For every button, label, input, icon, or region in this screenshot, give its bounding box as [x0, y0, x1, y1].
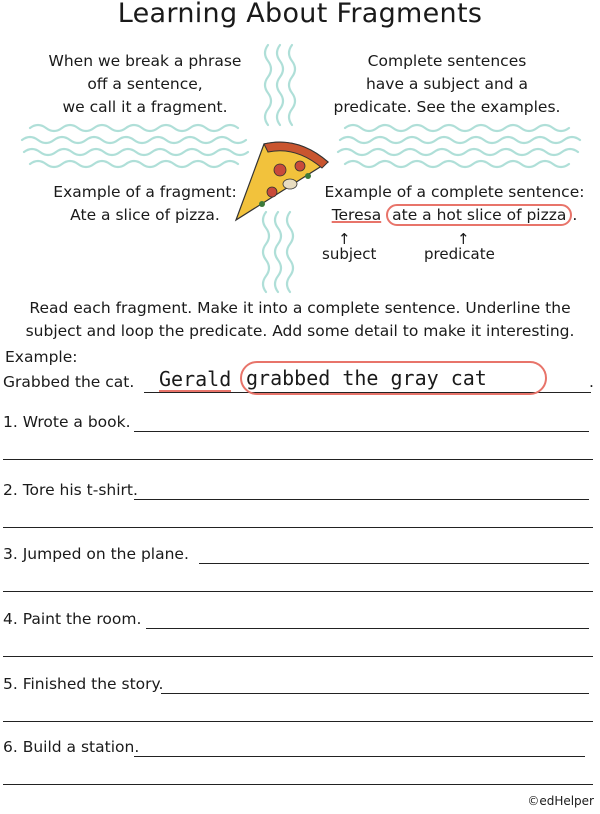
- question-6: [3, 738, 597, 788]
- complete-sentence-example: [312, 181, 597, 227]
- answer-line[interactable]: [3, 721, 593, 722]
- answer-line[interactable]: [134, 756, 585, 757]
- answer-line[interactable]: [3, 591, 593, 592]
- text-line: have a subject and a: [365, 75, 529, 93]
- example-sentence: [332, 204, 578, 227]
- page-title: Learning About Fragments: [117, 0, 483, 29]
- answer-line[interactable]: [3, 656, 593, 657]
- predicate-label: predicate: [424, 245, 495, 263]
- text-line: Complete sentences: [367, 52, 527, 70]
- question-5: [3, 675, 597, 725]
- question-label: 5. Finished the story.: [3, 675, 164, 693]
- example-fragment: Grabbed the cat.: [3, 373, 135, 391]
- example-predicate: ate a hot slice of pizza: [386, 204, 572, 226]
- question-label: 1. Wrote a book.: [3, 413, 131, 431]
- example-answer-subject: Gerald: [159, 367, 232, 391]
- answer-line[interactable]: [146, 628, 589, 629]
- text-line: When we break a phrase: [48, 52, 242, 70]
- example-subject: Teresa: [331, 206, 382, 224]
- sentence-period: .: [572, 206, 578, 224]
- question-label: 2. Tore his t-shirt.: [3, 481, 138, 499]
- text-line: predicate. See the examples.: [333, 98, 561, 116]
- text-line: we call it a fragment.: [62, 98, 228, 116]
- example-row: [3, 366, 597, 400]
- answer-line[interactable]: [134, 431, 589, 432]
- subject-label: subject: [322, 245, 377, 263]
- answer-line[interactable]: [3, 459, 593, 460]
- question-2: [3, 481, 597, 531]
- question-label: 4. Paint the room.: [3, 610, 142, 628]
- answer-line[interactable]: [161, 693, 589, 694]
- example-period: .: [589, 373, 594, 391]
- text-line: off a sentence,: [87, 75, 203, 93]
- answer-line[interactable]: [3, 527, 593, 528]
- sentence-definition: [312, 50, 582, 119]
- question-label: 3. Jumped on the plane.: [3, 545, 189, 563]
- text-line: subject and loop the predicate. Add some detail to make it interesting.: [25, 322, 575, 340]
- instructions: [0, 297, 600, 343]
- answer-line[interactable]: [134, 499, 589, 500]
- example-label: Example:: [5, 348, 78, 366]
- question-3: [3, 545, 597, 595]
- fragment-definition: [30, 50, 260, 119]
- subject-arrow-icon: ↑: [338, 230, 351, 248]
- question-label: 6. Build a station.: [3, 738, 140, 756]
- fragment-example: [30, 181, 260, 227]
- question-1: [3, 413, 597, 463]
- question-4: [3, 610, 597, 660]
- copyright: ©edHelper: [527, 794, 594, 808]
- text-line: Example of a fragment:: [53, 183, 237, 201]
- answer-line[interactable]: [199, 563, 589, 564]
- example-answer-predicate: grabbed the gray cat: [240, 361, 547, 395]
- text-line: Example of a complete sentence:: [324, 183, 585, 201]
- text-line: Ate a slice of pizza.: [70, 206, 220, 224]
- text-line: Read each fragment. Make it into a complete sentence. Underline the: [29, 299, 571, 317]
- predicate-arrow-icon: ↑: [457, 230, 470, 248]
- answer-line[interactable]: [3, 784, 593, 785]
